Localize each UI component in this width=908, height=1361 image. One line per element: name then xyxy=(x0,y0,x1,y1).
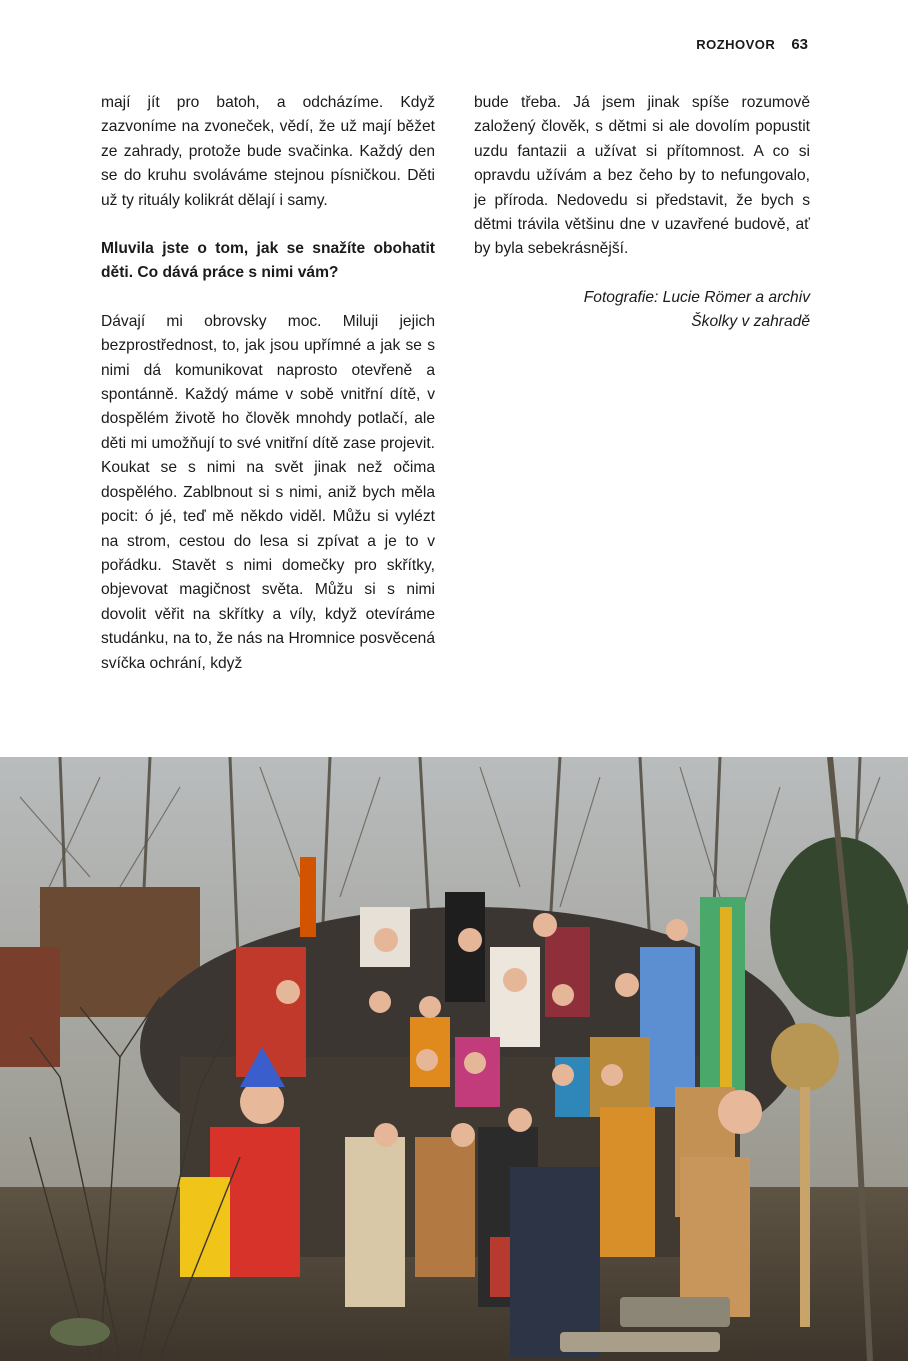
photo-credit-line: Školky v zahradě xyxy=(691,313,810,331)
running-header xyxy=(696,36,808,53)
text-column-right xyxy=(474,91,810,335)
group-photo-illustration xyxy=(0,757,908,1361)
text-column-left xyxy=(101,91,435,676)
paragraph: Dávají mi obrovsky moc. Miluji jejich bezprostřednost, to, jak jsou upřímné a jak se s nimi dá komunikovat naprosto otevřeně a spontánně. Každý máme v sobě vnitřní dítě, v dospělém životě ho člověk mnohdy potlačí, ale děti mi umožňují to své vnitřní dítě zase projevit. Koukat se s nimi na svět jinak než očima dospělého. Zablbnout si s nimi, aniž bych měla pocit: ó jé, teď mě někdo viděl. Můžu si vylézt na strom, cestou do lesa si zpívat a je to v pořádku. Stavět s nimi domečky pro skřítky, objevovat magičnost světa. Můžu si s nimi dovolit věřit na skřítky a víly, když otevíráme studánku, na to, že nás na Hromnice posvěcená svíčka ochrání, když xyxy=(101,312,435,672)
photo-credit-line: Fotografie: Lucie Römer a archiv xyxy=(583,288,810,306)
group-photo xyxy=(0,757,908,1361)
paragraph: bude třeba. Já jsem jinak spíše rozumově založený člověk, s dětmi si ale dovolím popustit uzdu fantazii a užívat si přítomnost. A co si opravdu užívám a bez čeho by to nefungovalo, je příroda. Nedovedu si představit, že bych s dětmi trávila většinu dne v uzavřené budově, ať by byla sebekrásnější. xyxy=(474,94,810,258)
page-number: 63 xyxy=(791,36,808,53)
section-title: ROZHOVOR xyxy=(696,37,776,52)
photo-credit xyxy=(474,286,810,335)
paragraph: mají jít pro batoh, a odcházíme. Když zazvoníme na zvoneček, vědí, že už mají běžet ze zahrady, protože bude svačinka. Každý den se do kruhu svoláváme stejnou písničkou. Děti už ty rituály kolikrát dělají i samy. xyxy=(101,94,435,209)
interview-question: Mluvila jste o tom, jak se snažíte obohatit děti. Co dává práce s nimi vám? xyxy=(101,240,435,282)
